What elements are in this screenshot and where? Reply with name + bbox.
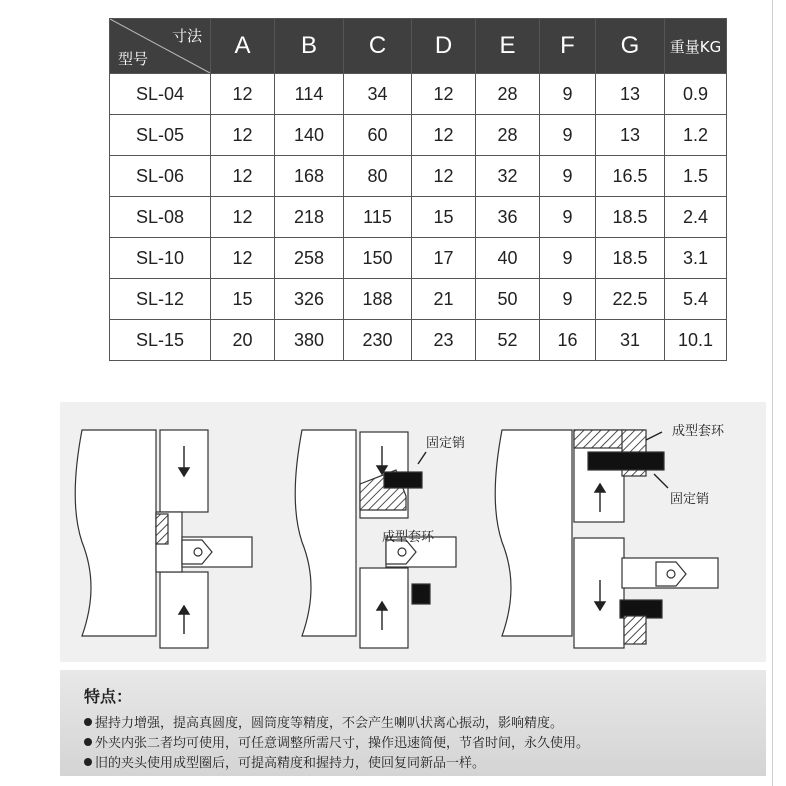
value-cell: 34: [344, 74, 412, 115]
value-cell: 5.4: [665, 279, 727, 320]
feature-item-2: [84, 732, 589, 751]
jaw-lower-3: [574, 538, 624, 648]
value-cell: 230: [344, 320, 412, 361]
value-cell: 380: [275, 320, 344, 361]
spec-table: [109, 18, 727, 361]
value-cell: 9: [540, 197, 596, 238]
value-cell: 115: [344, 197, 412, 238]
fixing-pin-3: [588, 452, 664, 470]
value-cell: 12: [211, 115, 275, 156]
value-cell: 18.5: [596, 238, 665, 279]
value-cell: 9: [540, 74, 596, 115]
label-forming-ring-2: 成型套环: [672, 424, 725, 439]
fixing-pin-3b: [620, 600, 662, 618]
corner-top-label: 寸法: [171, 27, 202, 45]
feature-item-3: [84, 752, 485, 771]
value-cell: 16.5: [596, 156, 665, 197]
label-forming-ring-1: 成型套环: [382, 530, 435, 545]
value-cell: 12: [412, 115, 476, 156]
value-cell: 12: [211, 197, 275, 238]
value-cell: 9: [540, 279, 596, 320]
header-b: B: [275, 19, 344, 74]
value-cell: 80: [344, 156, 412, 197]
value-cell: 28: [476, 115, 540, 156]
value-cell: 1.5: [665, 156, 727, 197]
value-cell: 17: [412, 238, 476, 279]
value-cell: 50: [476, 279, 540, 320]
value-cell: 150: [344, 238, 412, 279]
value-cell: 22.5: [596, 279, 665, 320]
value-cell: 0.9: [665, 74, 727, 115]
feature-text: 旧的夹头使用成型圈后，可提高精度和握持力，使回复同新品一样。: [95, 756, 486, 771]
feature-text: 握持力增强，提高真圆度，圆筒度等精度，不会产生喇叭状离心振动，影响精度。: [95, 716, 564, 731]
value-cell: 18.5: [596, 197, 665, 238]
header-g: G: [596, 19, 665, 74]
label-fixing-pin-2: 固定销: [670, 492, 710, 507]
value-cell: 3.1: [665, 238, 727, 279]
value-cell: 12: [211, 238, 275, 279]
features-title: 特点：: [84, 687, 133, 706]
feature-item-1: [84, 712, 563, 731]
value-cell: 10.1: [665, 320, 727, 361]
value-cell: 15: [412, 197, 476, 238]
corner-header-cell: [110, 19, 211, 74]
label-fixing-pin-1: 固定销: [426, 436, 466, 451]
value-cell: 23: [412, 320, 476, 361]
model-cell: SL-08: [110, 197, 211, 238]
edge-divider: [772, 0, 773, 786]
value-cell: 40: [476, 238, 540, 279]
model-cell: SL-06: [110, 156, 211, 197]
value-cell: 32: [476, 156, 540, 197]
spindle-body-1: [75, 430, 156, 636]
value-cell: 60: [344, 115, 412, 156]
value-cell: 15: [211, 279, 275, 320]
value-cell: 21: [412, 279, 476, 320]
header-e: E: [476, 19, 540, 74]
value-cell: 31: [596, 320, 665, 361]
fixing-pin-2: [384, 472, 422, 488]
value-cell: 188: [344, 279, 412, 320]
value-cell: 28: [476, 74, 540, 115]
value-cell: 9: [540, 238, 596, 279]
value-cell: 20: [211, 320, 275, 361]
feature-text: 外夹内张二者均可使用，可任意调整所需尺寸，操作迅速简便，节省时间，永久使用。: [95, 736, 590, 751]
value-cell: 9: [540, 156, 596, 197]
model-cell: SL-10: [110, 238, 211, 279]
value-cell: 52: [476, 320, 540, 361]
spindle-body-2: [295, 430, 356, 636]
value-cell: 218: [275, 197, 344, 238]
header-a: A: [211, 19, 275, 74]
value-cell: 140: [275, 115, 344, 156]
table-row: [110, 197, 727, 238]
clamping-diagram-panel: [60, 402, 766, 662]
value-cell: 13: [596, 115, 665, 156]
value-cell: 1.2: [665, 115, 727, 156]
table-header-row: [110, 19, 727, 74]
table-row: [110, 115, 727, 156]
model-cell: SL-05: [110, 115, 211, 156]
value-cell: 16: [540, 320, 596, 361]
table-row: [110, 320, 727, 361]
header-f: F: [540, 19, 596, 74]
value-cell: 12: [412, 74, 476, 115]
value-cell: 114: [275, 74, 344, 115]
bullet-icon: [84, 738, 92, 746]
header-c: C: [344, 19, 412, 74]
value-cell: 12: [412, 156, 476, 197]
value-cell: 12: [211, 156, 275, 197]
model-cell: SL-12: [110, 279, 211, 320]
spindle-body-3: [495, 430, 572, 636]
hatched-ring-3c: [624, 616, 646, 644]
bullet-icon: [84, 758, 92, 766]
value-cell: 326: [275, 279, 344, 320]
model-cell: SL-15: [110, 320, 211, 361]
value-cell: 168: [275, 156, 344, 197]
bullet-icon: [84, 718, 92, 726]
header-weight: 重量KG: [665, 19, 727, 74]
corner-bottom-label: 型号: [118, 50, 149, 68]
features-box: [60, 670, 766, 776]
fixing-pin-2b: [412, 584, 430, 604]
value-cell: 258: [275, 238, 344, 279]
table-row: [110, 238, 727, 279]
table-row: [110, 279, 727, 320]
value-cell: 12: [211, 74, 275, 115]
header-d: D: [412, 19, 476, 74]
value-cell: 9: [540, 115, 596, 156]
table-row: [110, 74, 727, 115]
table-row: [110, 156, 727, 197]
model-cell: SL-04: [110, 74, 211, 115]
hatched-ring-1: [156, 514, 168, 544]
value-cell: 2.4: [665, 197, 727, 238]
value-cell: 36: [476, 197, 540, 238]
value-cell: 13: [596, 74, 665, 115]
